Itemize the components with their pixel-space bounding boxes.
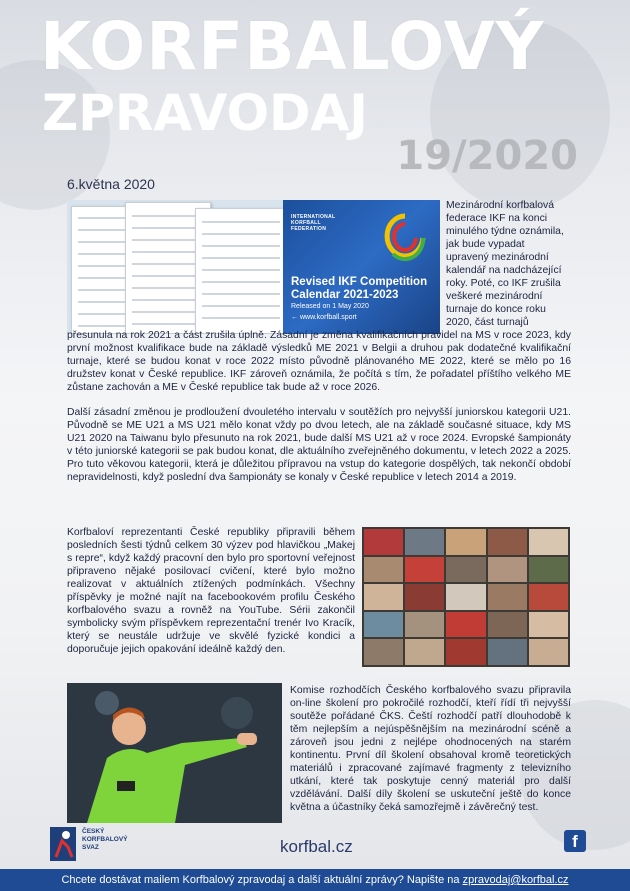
article-rozhodci: Komise rozhodčích Českého korfbalového svazu připravila on-line školení pro pokročilé rozhodčí, kteří řídí tři nejvyšší soutěže pořádané ČKS. Čeští rozhodčí patří dlouhodobě k těm nejlepším a nejúspěšnějším na mezinárodní scéně a zároveň jsou jedni z nejlépe ohodnocených na starém kontinentu. První díl školení obsahoval kromě teoretických materiálů i zpracované zajímavé fragmenty z televizního utkání, které tak poskytuje cenný materiál pro další vzdělávání. Další díly školení se uskuteční ještě do konce května a účastníky čeká samozřejmě i závěrečný test. bbox=[290, 685, 571, 813]
ikf-logo-text: INTERNATIONAL KORFBALL FEDERATION bbox=[291, 214, 336, 232]
article-ikf-wrap: Mezinárodní korfbalová federace IKF na konci minulého týdne oznámila, jak bude vypadat upravený mezinárodní kalendář na nadcházející roky. Poté, co IKF zrušila veškeré mezinárodní turnaje do konce roku 2020, část turnajů bbox=[446, 200, 564, 328]
ikf-url: ← www.korfball.sport bbox=[291, 314, 357, 321]
newsletter-text: Chcete dostávat mailem Korfbalový zpravodaj a další aktuální zprávy? Napište na bbox=[61, 874, 463, 886]
csk-logo-text: ČESKÝ KORFBALOVÝ SVAZ bbox=[82, 828, 128, 851]
issue-date: 6.května 2020 bbox=[67, 176, 155, 192]
ikf-calendar-image bbox=[67, 200, 440, 334]
makej-s-repre-collage bbox=[362, 527, 570, 667]
facebook-icon[interactable]: f bbox=[564, 830, 586, 852]
ikf-release-date: Released on 1 May 2020 bbox=[291, 303, 369, 310]
calendar-document-page bbox=[195, 208, 287, 334]
article-makej-s-repre: Korfbaloví reprezentanti České republiky připravili během posledních šesti týdnů celkem 30 výzev pod hlavičkou „Makej s repre“, když každý pracovní den bylo pro sportovní veřejnost připraveno nějaké posilovací cvičení, které bylo možno realizovat v aktuálních ztížených podmínkách. Všechny příspěvky je možné najít na facebookovém profilu Českého korfbalového svazu a rovněž na YouTube. Sérii zakončil symbolicky svým příspěvkem reprezentační trenér Ivo Kracík, který se neustále udržuje ve skvělé fyzické kondici a doporučuje jejich opakování ideálně každý den. bbox=[67, 527, 355, 655]
masthead-subtitle: ZPRAVODAJ bbox=[42, 84, 368, 142]
website-link[interactable]: korfbal.cz bbox=[280, 837, 353, 856]
article-ikf-body: přesunula na rok 2021 a část zrušila úplně. Zásadní je změna kvalifikačních pravidel na MS v roce 2023, kdy první možnost kvalifikace bude na základě výsledků ME 2021 v Belgii a druhou pak dodatečné kvalifikační turnaje, které se budou konat v roce 2022 místo původně plánovaného ME 2022, které se mělo po 16 družstev konat v České republice. IKF zároveň oznámila, že počítá s tím, že pořadatel příštího velkého ME zůstane zachován a ME v České republice tak bude až v roce 2026. bbox=[67, 330, 571, 393]
ikf-logo-icon bbox=[383, 212, 427, 262]
referee-figure bbox=[67, 683, 282, 823]
referee-photo bbox=[67, 683, 282, 823]
masthead-title: KORFBALOVÝ bbox=[40, 8, 545, 85]
ikf-banner bbox=[283, 200, 440, 334]
issue-number: 19/2020 bbox=[396, 133, 578, 179]
newsletter-email-link[interactable]: zpravodaj@korfbal.cz bbox=[462, 874, 569, 886]
article-u21: Další zásadní změnou je prodloužení dvouletého intervalu v soutěžích pro nejvyšší juniorskou kategorii U21. Původně se ME U21 a MS U21 mělo konat vždy po dvou letech, ale na základě současné situace, kdy MS U21 2020 na Taiwanu bylo přesunuto na rok 2021, bude další MS U21 až v roce 2024. Evropské šampionáty v této juniorské kategorii se pak budou konat, dle aktuálního zveřejněného dokumentu, v letech 2022 a 2025. Pro tuto věkovou kategorii, která je důležitou přípravou na vstup do kategorie dospělých, tak nekončí období nepravidelnosti, když poslední dva šampionáty se konaly v České republice v letech 2014 a 2019. bbox=[67, 407, 571, 483]
newsletter-bar bbox=[0, 869, 630, 891]
ikf-title: Revised IKF Competition Calendar 2021-2023 bbox=[291, 276, 428, 301]
